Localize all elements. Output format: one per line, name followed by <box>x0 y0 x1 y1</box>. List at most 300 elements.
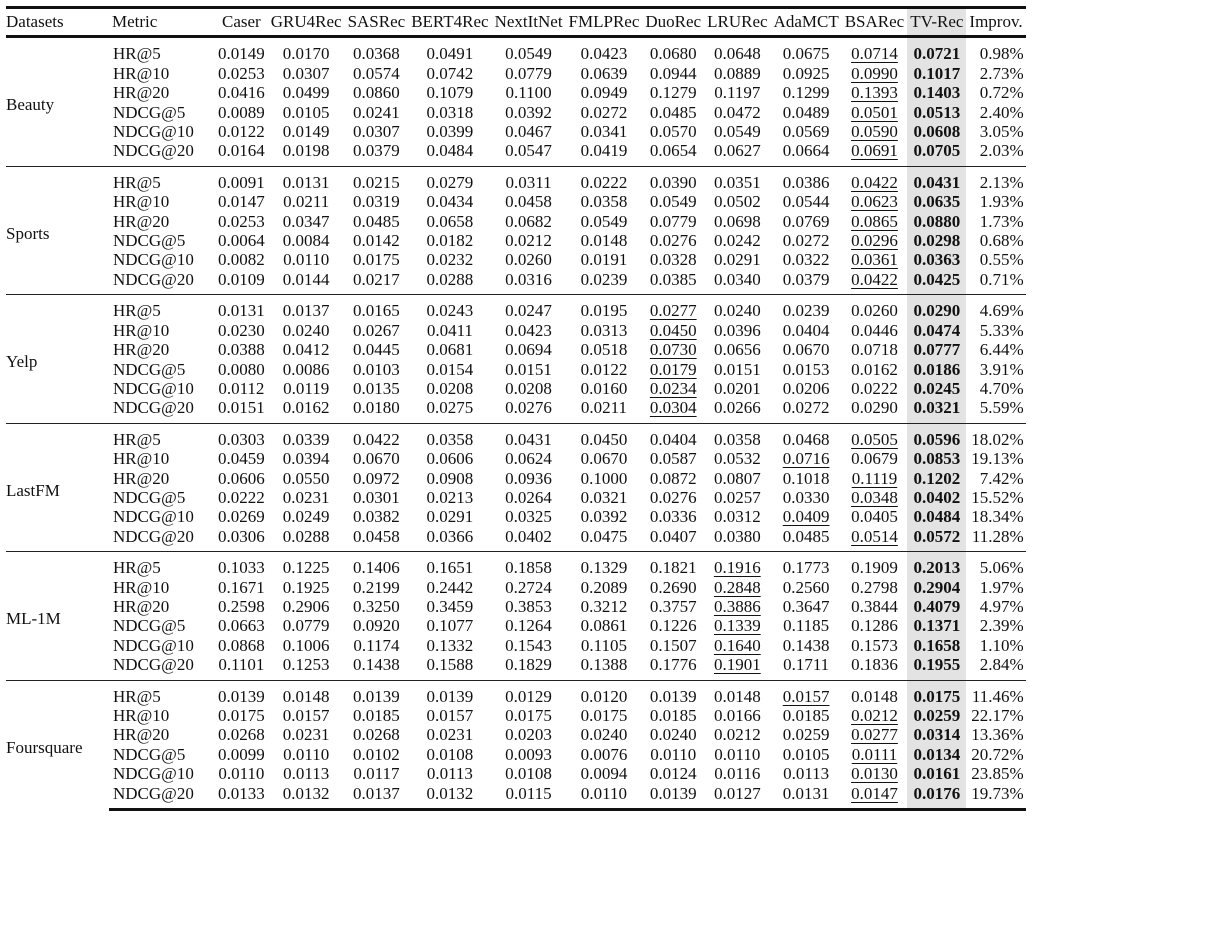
cell-tv-rec: 0.0721 <box>907 37 966 64</box>
cell-lrurec: 0.0266 <box>713 398 761 418</box>
metric-label: HR@20 <box>113 468 170 488</box>
cell-adamct: 0.0259 <box>782 725 830 745</box>
cell-gru4rec: 0.0339 <box>268 423 345 449</box>
cell-caser: 0.0388 <box>218 340 265 360</box>
table-row <box>6 166 1026 192</box>
cell-bert4rec: 0.0291 <box>426 507 474 527</box>
cell-lrurec: 0.0532 <box>713 449 761 469</box>
table-row <box>6 725 1026 744</box>
cell-improvement: 2.73% <box>979 63 1024 83</box>
cell-gru4rec: 0.0288 <box>282 526 330 546</box>
cell-tv-rec: 0.1955 <box>907 655 966 680</box>
cell-gru4rec: 0.0084 <box>282 231 330 251</box>
cell-fmlprec: 0.0148 <box>580 231 628 251</box>
cell-tv-rec: 0.0572 <box>907 527 966 552</box>
second-best-value: 0.0501 <box>851 102 898 122</box>
cell-adamct: 0.1438 <box>782 635 830 655</box>
cell-tv-rec: 0.4079 <box>907 597 966 616</box>
cell-fmlprec: 0.0222 <box>566 166 643 192</box>
cell-duorec: 0.1279 <box>649 83 697 103</box>
table-row <box>6 37 1026 64</box>
cell-nextitnet: 0.1100 <box>505 83 552 103</box>
cell-bert4rec: 0.0606 <box>426 449 474 469</box>
table-row <box>6 192 1026 211</box>
cell-lrurec: 0.1197 <box>714 83 761 103</box>
cell-nextitnet: 0.0093 <box>505 744 552 764</box>
cell-nextitnet: 0.0247 <box>492 295 566 321</box>
cell-lrurec: 0.0656 <box>713 340 761 360</box>
cell-caser: 0.0606 <box>218 468 265 488</box>
cell-tv-rec: 0.0245 <box>907 379 966 398</box>
cell-tv-rec: 0.0176 <box>907 784 966 810</box>
second-best-value: 0.0348 <box>851 487 898 507</box>
cell-adamct: 0.0105 <box>782 744 830 764</box>
dataset-group-ml-1m <box>6 552 1026 680</box>
cell-bert4rec: 0.0113 <box>426 764 473 784</box>
cell-nextitnet: 0.2724 <box>505 577 552 597</box>
metric-label: HR@10 <box>113 706 170 725</box>
cell-gru4rec: 0.0231 <box>282 725 330 745</box>
table-row <box>6 423 1026 449</box>
cell-fmlprec: 0.0076 <box>580 744 628 764</box>
table-row <box>6 379 1026 398</box>
cell-lrurec <box>704 636 770 655</box>
cell-lrurec: 0.0151 <box>713 359 761 379</box>
dataset-label: Beauty <box>6 95 55 115</box>
cell-fmlprec: 0.0419 <box>580 141 628 161</box>
table-row <box>6 64 1026 83</box>
cell-tv-rec: 0.0425 <box>907 270 966 295</box>
cell-bsarec: 0.0290 <box>851 398 898 418</box>
metric-label: NDCG@20 <box>113 655 194 675</box>
metric-label: NDCG@20 <box>113 526 194 546</box>
metric-label: NDCG@10 <box>113 635 194 655</box>
cell-sasrec: 0.0241 <box>353 102 400 122</box>
column-header-metric: Metric <box>109 8 215 37</box>
cell-fmlprec: 0.0191 <box>580 250 628 270</box>
cell-improvement: 3.05% <box>979 122 1024 142</box>
metric-label: HR@10 <box>113 63 170 83</box>
cell-fmlprec: 0.0240 <box>580 725 628 745</box>
column-header-sasrec: SASRec <box>345 8 409 37</box>
cell-duorec <box>642 340 704 359</box>
cell-duorec: 0.0587 <box>649 449 697 469</box>
cell-improvement: 13.36% <box>971 725 1024 745</box>
cell-sasrec: 0.0137 <box>345 784 409 810</box>
cell-adamct: 0.0468 <box>771 423 842 449</box>
cell-caser: 0.0109 <box>218 269 265 289</box>
cell-caser: 0.1101 <box>218 655 265 675</box>
cell-improvement: 20.72% <box>971 744 1024 764</box>
cell-bsarec: 0.0222 <box>851 378 898 398</box>
cell-improvement: 0.68% <box>979 231 1024 251</box>
cell-bert4rec: 0.0182 <box>426 231 474 251</box>
cell-lrurec: 0.0472 <box>713 102 761 122</box>
cell-duorec: 0.0185 <box>649 706 697 725</box>
table-row <box>6 469 1026 488</box>
cell-adamct: 0.1018 <box>782 468 830 488</box>
table-row <box>6 764 1026 783</box>
cell-nextitnet: 0.0311 <box>492 166 566 192</box>
cell-lrurec: 0.0396 <box>713 320 761 340</box>
cell-bert4rec: 0.0132 <box>408 784 491 810</box>
cell-bert4rec: 0.0154 <box>426 359 474 379</box>
cell-adamct: 0.0379 <box>782 269 830 289</box>
cell-nextitnet: 0.1858 <box>492 552 566 578</box>
second-best-value: 0.0514 <box>851 526 898 546</box>
metric-label: NDCG@5 <box>113 487 186 507</box>
cell-adamct: 0.1185 <box>783 616 830 636</box>
cell-fmlprec: 0.0195 <box>566 295 643 321</box>
table-row <box>6 212 1026 231</box>
table-row <box>6 398 1026 423</box>
table-row <box>6 784 1026 810</box>
cell-nextitnet: 0.0276 <box>505 398 552 418</box>
cell-caser: 0.0175 <box>218 706 265 725</box>
cell-duorec: 0.0654 <box>649 141 697 161</box>
cell-nextitnet: 0.0549 <box>505 44 552 64</box>
cell-bert4rec: 0.0231 <box>426 725 474 745</box>
cell-fmlprec: 0.1105 <box>580 635 628 655</box>
metric-label: HR@20 <box>113 83 170 103</box>
cell-sasrec: 0.0972 <box>353 468 400 488</box>
second-best-value: 0.0409 <box>782 507 830 527</box>
cell-gru4rec: 0.0779 <box>282 616 330 636</box>
cell-gru4rec: 0.0105 <box>282 102 330 122</box>
cell-bert4rec: 0.3459 <box>426 596 474 616</box>
metric-label: NDCG@20 <box>113 398 194 418</box>
cell-caser: 0.0149 <box>218 44 265 64</box>
cell-fmlprec: 0.0175 <box>580 706 628 725</box>
dataset-group-beauty <box>6 37 1026 166</box>
cell-improvement: 19.73% <box>966 784 1025 810</box>
cell-tv-rec: 0.2013 <box>907 552 966 578</box>
cell-gru4rec: 0.0157 <box>282 706 330 725</box>
cell-sasrec: 0.0379 <box>353 141 400 161</box>
cell-improvement: 5.06% <box>966 552 1025 578</box>
cell-improvement: 1.10% <box>979 635 1024 655</box>
cell-adamct: 0.0272 <box>782 398 830 418</box>
cell-duorec <box>642 360 704 379</box>
cell-adamct: 0.0185 <box>782 706 830 725</box>
cell-caser: 0.0089 <box>218 102 265 122</box>
cell-tv-rec: 0.1371 <box>907 616 966 635</box>
cell-duorec: 0.0240 <box>649 725 697 745</box>
cell-caser: 0.0099 <box>218 744 265 764</box>
cell-nextitnet: 0.1829 <box>505 655 552 675</box>
cell-lrurec: 0.0358 <box>704 423 770 449</box>
cell-improvement: 2.03% <box>979 141 1024 161</box>
cell-lrurec <box>704 655 770 680</box>
cell-bert4rec: 0.0484 <box>426 141 474 161</box>
cell-gru4rec: 0.1006 <box>282 635 330 655</box>
cell-duorec: 0.0944 <box>649 63 697 83</box>
cell-tv-rec: 0.0608 <box>907 122 966 141</box>
dataset-label: ML-1M <box>6 552 109 680</box>
metric-label: NDCG@10 <box>113 507 194 527</box>
cell-caser: 0.0091 <box>215 166 268 192</box>
cell-fmlprec: 0.0670 <box>580 449 628 469</box>
second-best-value: 0.0361 <box>851 250 898 270</box>
metric-label: HR@20 <box>113 596 170 616</box>
column-header-duorec: DuoRec <box>642 8 704 37</box>
cell-duorec: 0.1776 <box>649 655 697 675</box>
cell-fmlprec: 0.1329 <box>566 552 643 578</box>
column-header-lrurec: LRURec <box>704 8 770 37</box>
cell-caser: 0.0253 <box>218 211 265 231</box>
second-best-value: 0.0590 <box>851 122 898 142</box>
cell-nextitnet: 0.0624 <box>505 449 552 469</box>
cell-tv-rec: 0.0853 <box>907 449 966 468</box>
second-best-value: 0.0212 <box>851 706 898 725</box>
cell-gru4rec: 0.0144 <box>282 269 330 289</box>
cell-gru4rec: 0.0347 <box>282 211 330 231</box>
cell-fmlprec: 0.1388 <box>580 655 628 675</box>
cell-improvement: 2.40% <box>979 102 1024 122</box>
cell-gru4rec: 0.0249 <box>282 507 330 527</box>
cell-sasrec: 0.0301 <box>353 487 400 507</box>
cell-lrurec: 0.0549 <box>713 122 761 142</box>
cell-caser: 0.0164 <box>218 141 265 161</box>
table-row <box>6 655 1026 680</box>
second-best-value: 0.0277 <box>649 301 697 321</box>
second-best-value: 0.0304 <box>649 398 697 418</box>
cell-bsarec: 0.1573 <box>851 635 898 655</box>
cell-improvement: 0.55% <box>979 250 1024 270</box>
cell-lrurec: 0.0257 <box>713 487 761 507</box>
cell-caser: 0.0064 <box>218 231 265 251</box>
cell-tv-rec: 0.0259 <box>907 706 966 725</box>
cell-duorec: 0.1821 <box>642 552 704 578</box>
cell-duorec <box>642 321 704 340</box>
table-row <box>6 83 1026 102</box>
cell-lrurec: 0.0127 <box>704 784 770 810</box>
second-best-value: 0.1393 <box>851 83 898 103</box>
cell-bsarec: 0.1286 <box>851 616 898 636</box>
cell-lrurec <box>704 552 770 578</box>
table-row <box>6 141 1026 166</box>
cell-improvement: 1.93% <box>979 192 1024 212</box>
cell-fmlprec: 0.0120 <box>566 680 643 706</box>
cell-bsarec <box>842 141 908 166</box>
cell-sasrec: 0.0267 <box>353 320 400 340</box>
cell-nextitnet: 0.0175 <box>505 706 552 725</box>
metric-label: HR@20 <box>113 211 170 231</box>
cell-improvement: 1.73% <box>979 211 1024 231</box>
cell-sasrec: 0.0139 <box>345 680 409 706</box>
cell-nextitnet: 0.0423 <box>505 320 552 340</box>
metric-label: HR@20 <box>113 340 170 360</box>
table-row <box>6 578 1026 597</box>
table-row <box>6 706 1026 725</box>
cell-adamct: 0.0330 <box>782 487 830 507</box>
second-best-value: 0.0505 <box>851 429 898 449</box>
cell-caser: 0.0082 <box>218 250 265 270</box>
table-row <box>6 680 1026 706</box>
column-header-gru4rec: GRU4Rec <box>268 8 345 37</box>
cell-tv-rec: 0.0402 <box>907 488 966 507</box>
cell-bsarec <box>842 745 908 764</box>
table-row <box>6 636 1026 655</box>
cell-sasrec: 0.0422 <box>345 423 409 449</box>
cell-sasrec: 0.0175 <box>353 250 400 270</box>
dataset-group-foursquare <box>6 680 1026 809</box>
cell-tv-rec: 0.0513 <box>907 103 966 122</box>
cell-tv-rec: 0.0474 <box>907 321 966 340</box>
cell-sasrec: 0.0135 <box>353 378 400 398</box>
table-row <box>6 449 1026 468</box>
cell-bert4rec: 0.0411 <box>426 320 473 340</box>
cell-nextitnet: 0.0108 <box>505 764 552 784</box>
cell-adamct: 0.1711 <box>783 655 830 675</box>
cell-nextitnet: 0.0402 <box>505 526 552 546</box>
second-best-value: 0.0111 <box>851 744 898 764</box>
cell-bsarec <box>842 250 908 269</box>
cell-improvement: 0.71% <box>979 269 1024 289</box>
cell-adamct: 0.1773 <box>771 552 842 578</box>
cell-lrurec: 0.0116 <box>714 764 761 784</box>
cell-improvement: 2.13% <box>966 166 1025 192</box>
cell-bert4rec: 0.0658 <box>426 211 474 231</box>
cell-nextitnet: 0.0203 <box>505 725 552 745</box>
cell-fmlprec: 0.0110 <box>566 784 643 810</box>
cell-bert4rec: 0.2442 <box>426 577 474 597</box>
cell-sasrec: 0.0117 <box>353 764 400 784</box>
cell-lrurec: 0.0166 <box>713 706 761 725</box>
cell-caser: 0.0459 <box>218 449 265 469</box>
cell-improvement: 6.44% <box>979 340 1024 360</box>
results-table <box>6 6 1026 811</box>
cell-improvement: 11.46% <box>966 680 1025 706</box>
cell-gru4rec: 0.0162 <box>282 398 330 418</box>
cell-adamct: 0.3647 <box>782 596 830 616</box>
cell-duorec <box>642 379 704 398</box>
cell-nextitnet: 0.0467 <box>505 122 552 142</box>
cell-bsarec <box>842 122 908 141</box>
cell-sasrec: 0.0319 <box>353 192 400 212</box>
cell-bert4rec: 0.0681 <box>426 340 474 360</box>
cell-gru4rec: 0.0198 <box>282 141 330 161</box>
cell-gru4rec: 0.0211 <box>283 192 330 212</box>
second-best-value: 0.0130 <box>851 764 898 784</box>
cell-caser: 0.0151 <box>218 398 265 418</box>
cell-improvement: 1.97% <box>979 577 1024 597</box>
cell-gru4rec: 0.0149 <box>282 122 330 142</box>
cell-gru4rec: 0.0170 <box>282 44 330 64</box>
cell-lrurec: 0.0312 <box>713 507 761 527</box>
cell-improvement: 18.02% <box>966 423 1025 449</box>
second-best-value: 0.0147 <box>851 783 898 803</box>
cell-gru4rec: 0.1925 <box>282 577 330 597</box>
cell-duorec: 0.0779 <box>649 211 697 231</box>
cell-improvement: 15.52% <box>971 487 1024 507</box>
cell-sasrec: 0.0103 <box>353 359 400 379</box>
cell-nextitnet: 0.0779 <box>505 63 552 83</box>
cell-fmlprec: 0.0475 <box>580 526 628 546</box>
cell-improvement: 11.28% <box>971 526 1024 546</box>
cell-bert4rec: 0.0742 <box>426 63 474 83</box>
column-header-nextitnet: NextItNet <box>492 8 566 37</box>
cell-improvement: 7.42% <box>979 468 1024 488</box>
cell-tv-rec: 0.2904 <box>907 578 966 597</box>
dataset-group-yelp <box>6 295 1026 423</box>
cell-nextitnet: 0.0115 <box>492 784 566 810</box>
cell-improvement: 4.70% <box>979 378 1024 398</box>
cell-lrurec <box>704 578 770 597</box>
column-header-improv: Improv. <box>966 8 1025 37</box>
cell-duorec: 0.0390 <box>642 166 704 192</box>
cell-adamct: 0.0925 <box>782 63 830 83</box>
cell-duorec: 0.0570 <box>649 122 697 142</box>
cell-improvement: 0.72% <box>979 83 1024 103</box>
cell-gru4rec: 0.0499 <box>282 83 330 103</box>
second-best-value: 0.0990 <box>851 63 898 83</box>
metric-label: HR@10 <box>113 577 170 597</box>
metric-label: NDCG@20 <box>109 784 215 810</box>
cell-adamct: 0.0569 <box>782 122 830 142</box>
cell-lrurec <box>704 616 770 635</box>
table-row <box>6 295 1026 321</box>
metric-label: HR@5 <box>113 44 161 64</box>
cell-bsarec: 0.0679 <box>851 449 898 469</box>
cell-improvement: 3.91% <box>979 359 1024 379</box>
column-header-caser: Caser <box>215 8 268 37</box>
table-row <box>6 527 1026 552</box>
cell-nextitnet: 0.0212 <box>505 231 552 251</box>
second-best-value: 0.0422 <box>851 172 898 192</box>
cell-duorec: 0.3757 <box>649 596 697 616</box>
cell-improvement: 18.34% <box>971 507 1024 527</box>
cell-sasrec: 0.0185 <box>353 706 400 725</box>
cell-duorec: 0.0110 <box>650 744 697 764</box>
cell-gru4rec: 0.0086 <box>282 359 330 379</box>
cell-nextitnet: 0.0316 <box>505 269 552 289</box>
cell-sasrec: 0.0268 <box>353 725 400 745</box>
cell-bsarec <box>842 488 908 507</box>
second-best-value: 0.0157 <box>782 686 830 706</box>
cell-sasrec: 0.0860 <box>353 83 400 103</box>
cell-bsarec <box>842 212 908 231</box>
second-best-value: 0.0179 <box>649 359 697 379</box>
cell-tv-rec: 0.1658 <box>907 636 966 655</box>
cell-gru4rec: 0.0137 <box>268 295 345 321</box>
cell-bsarec: 0.2798 <box>851 577 898 597</box>
cell-sasrec: 0.0215 <box>345 166 409 192</box>
cell-improvement: 5.59% <box>979 398 1024 418</box>
cell-bert4rec: 0.0208 <box>426 378 474 398</box>
table-row <box>6 340 1026 359</box>
cell-duorec: 0.0485 <box>649 102 697 122</box>
cell-adamct: 0.0404 <box>782 320 830 340</box>
cell-caser: 0.0112 <box>218 378 265 398</box>
table-row <box>6 552 1026 578</box>
cell-bert4rec: 0.1651 <box>408 552 491 578</box>
table-row <box>6 321 1026 340</box>
cell-caser: 0.0080 <box>218 359 265 379</box>
cell-tv-rec: 0.0298 <box>907 231 966 250</box>
cell-nextitnet: 0.3853 <box>505 596 552 616</box>
cell-bert4rec: 0.0434 <box>426 192 474 212</box>
cell-adamct: 0.0769 <box>782 211 830 231</box>
cell-duorec: 0.0872 <box>649 468 697 488</box>
second-best-value: 0.0714 <box>851 44 898 64</box>
cell-fmlprec: 0.0321 <box>580 487 628 507</box>
cell-lrurec: 0.0291 <box>713 250 761 270</box>
cell-improvement: 0.98% <box>979 44 1024 64</box>
cell-bert4rec: 0.0908 <box>426 468 474 488</box>
column-header-bsarec: BSARec <box>842 8 908 37</box>
table-row <box>6 231 1026 250</box>
